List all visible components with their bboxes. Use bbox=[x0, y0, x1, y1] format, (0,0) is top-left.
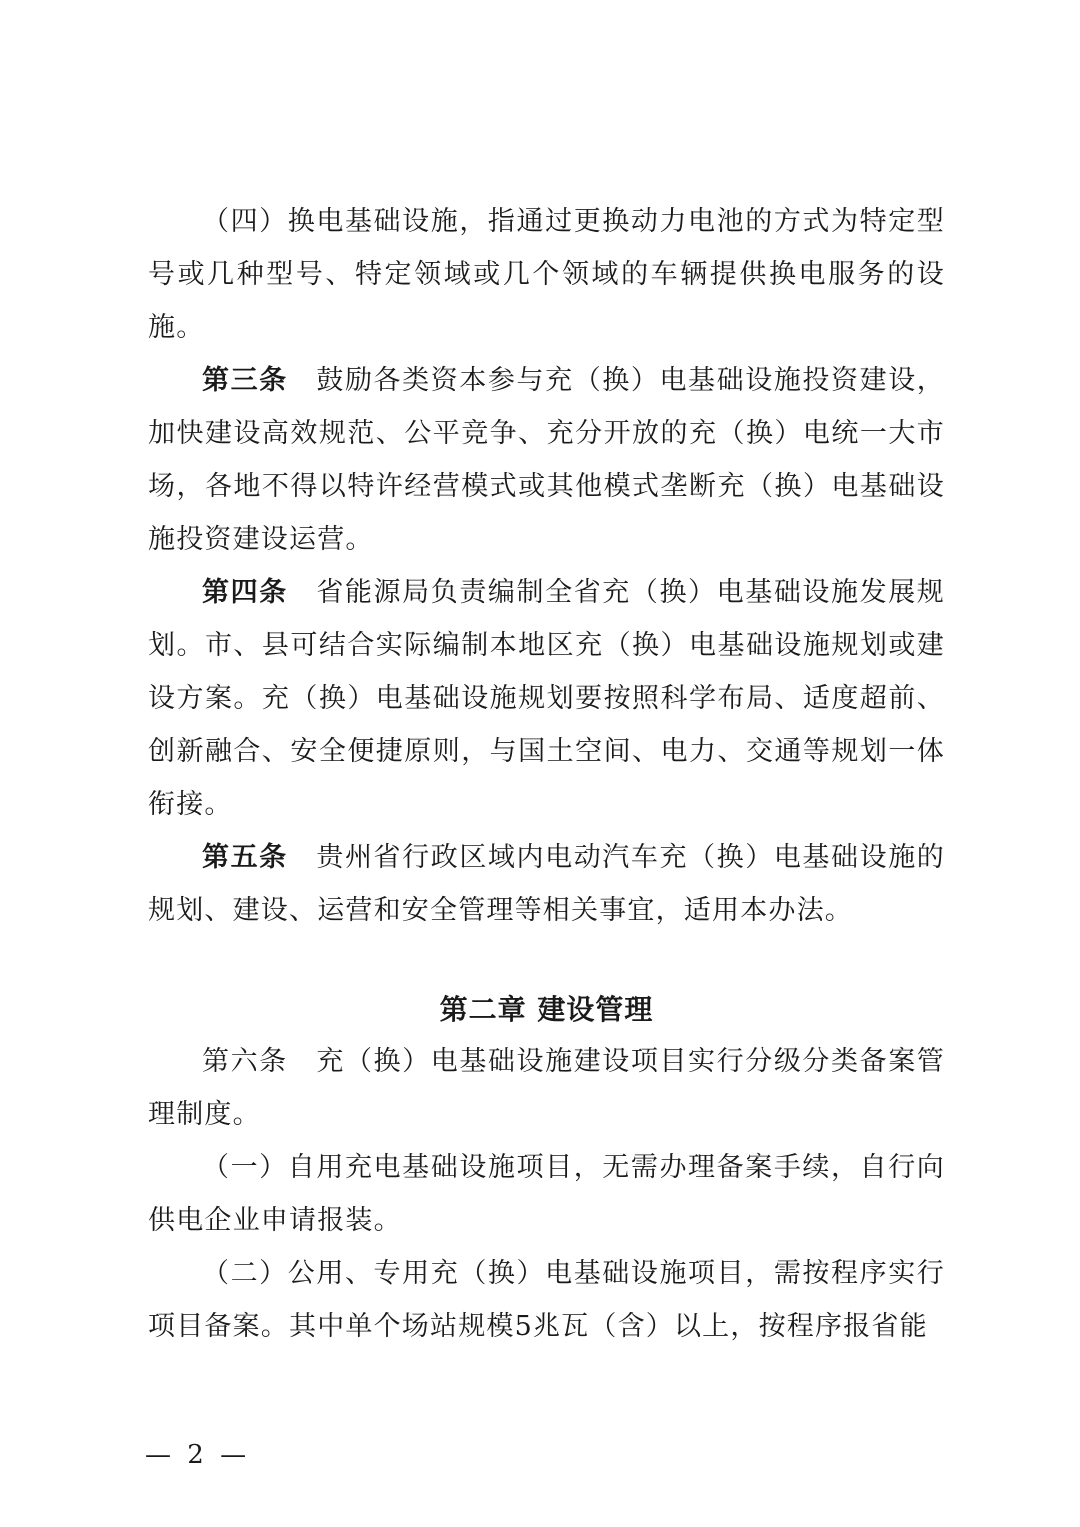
paragraph-item-2 bbox=[148, 1247, 945, 1353]
article-3-heading: 第三条 bbox=[202, 365, 288, 396]
article-3 bbox=[148, 354, 945, 566]
article-4-heading: 第四条 bbox=[202, 577, 288, 608]
paragraph-item-4 bbox=[148, 195, 945, 354]
paragraph-item-1 bbox=[148, 1141, 945, 1247]
document-body bbox=[148, 195, 945, 1353]
article-3-text: 鼓励各类资本参与充（换）电基础设施投资建设，加快建设高效规范、公平竞争、充分开放的充（换）电统一大市场，各地不得以特许经营模式或其他模式垄断充（换）电基础设施投资建设运营。 bbox=[148, 365, 945, 555]
paragraph-text: （一）自用充电基础设施项目，无需办理备案手续，自行向供电企业申请报装。 bbox=[148, 1152, 945, 1236]
page-number: — 2 — bbox=[145, 1440, 251, 1470]
paragraph-text: （四）换电基础设施，指通过更换动力电池的方式为特定型号或几种型号、特定领域或几个领域的车辆提供换电服务的设施。 bbox=[148, 206, 945, 343]
article-6-text: 充（换）电基础设施建设项目实行分级分类备案管理制度。 bbox=[148, 1046, 945, 1130]
article-5-text: 贵州省行政区域内电动汽车充（换）电基础设施的规划、建设、运营和安全管理等相关事宜，适用本办法。 bbox=[148, 842, 945, 926]
article-4 bbox=[148, 566, 945, 831]
chapter-heading: 第二章 建设管理 bbox=[439, 993, 654, 1026]
article-5-heading: 第五条 bbox=[202, 842, 288, 873]
article-6-heading: 第六条 bbox=[202, 1046, 288, 1077]
article-4-text: 省能源局负责编制全省充（换）电基础设施发展规划。市、县可结合实际编制本地区充（换）电基础设施规划或建设方案。充（换）电基础设施规划要按照科学布局、适度超前、创新融合、安全便捷原则，与国土空间、电力、交通等规划一体衔接。 bbox=[148, 577, 945, 820]
paragraph-text: （二）公用、专用充（换）电基础设施项目，需按程序实行项目备案。其中单个场站规模5兆瓦（含）以上，按程序报省能 bbox=[148, 1258, 945, 1342]
article-6 bbox=[148, 1035, 945, 1141]
article-5 bbox=[148, 831, 945, 937]
